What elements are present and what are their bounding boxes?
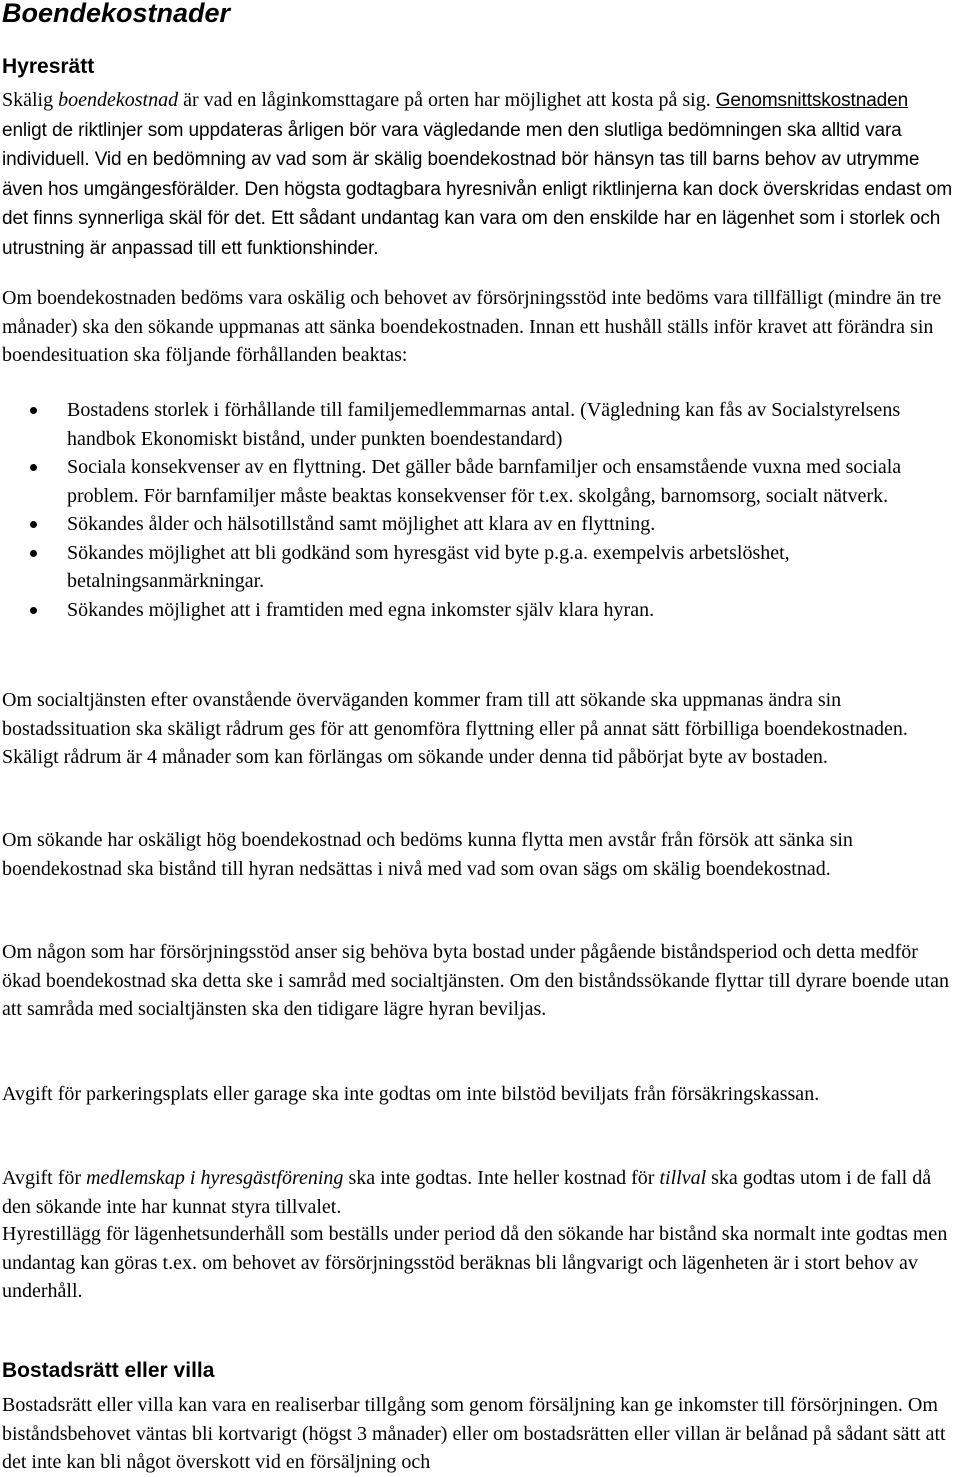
bullet-icon <box>30 407 37 414</box>
list-item: Sökandes möjlighet att bli godkänd som hyresgäst vid byte p.g.a. exempelvis arbetslöshet, betalningsanmärkningar. <box>2 539 954 596</box>
paragraph-nedsattning: Om sökande har oskäligt hög boendekostnad och bedöms kunna flytta men avstår från försök att sänka sin boendekostnad ska bistånd till hyran nedsättas i nivå med vad som ovan sägs om skälig boendekostnad. <box>2 829 853 880</box>
paragraph-hyrestillagg: Hyrestillägg för lägenhetsunderhåll som beställs under period då den sökande har bistånd ska normalt inte godtas men undantag kan göras t.ex. om behovet av försörjningsstöd beräknas bli långvarigt och lägenheten är i stort behov av underhåll. <box>2 1223 948 1302</box>
paragraph-bostadsratt-villa: Bostadsrätt eller villa kan vara en realiserbar tillgång som genom försäljning kan ge inkomster till försörjningen. Om biståndsbehovet väntas bli kortvarigt (högst 3 månader) eller om bostadsrätten eller villan är belånad på sådant sätt att det inte kan bli något överskott vid en försäljning och <box>2 1394 946 1473</box>
list-item: Sociala konsekvenser av en flyttning. Det gäller både barnfamiljer och ensamstående vuxna med sociala problem. För barnfamiljer måste beaktas konsekvenser för t.ex. skolgång, barnomsorg, socialt nätverk. <box>2 453 954 510</box>
bullet-icon <box>30 607 37 614</box>
link-genomsnittskostnaden[interactable]: Genomsnittskostnaden <box>715 90 909 111</box>
italic-term-boendekostnad: boendekostnad <box>58 89 179 111</box>
paragraph-parkering: Avgift för parkeringsplats eller garage ska inte godtas om inte bilstöd beviljats från försäkringskassan. <box>2 1083 820 1105</box>
section-heading-hyresratt: Hyresrätt <box>2 55 95 78</box>
list-item: Sökandes möjlighet att i framtiden med egna inkomster själv klara hyran. <box>2 596 954 625</box>
paragraph-skalig-boendekostnad: Skälig boendekostnad är vad en låginkomsttagare på orten har möjlighet att kosta på sig. Genomsnittskostnaden enligt de riktlinjer som uppdateras årligen bör vara vägledande men den slutliga bedömningen ska alltid vara individuell. Vid en bedömning av vad som är skälig boendekostnad bör hänsyn tas till barns behov av utrymme även hos umgängesförälder. Den högsta godtagbara hyresnivån enligt riktlinjerna kan dock överskridas endast om det finns synnerliga skäl för det. Ett sådant undantag kan vara om den enskilde har en lägenhet som i storlek och utrustning är anpassad till ett funktionshinder. <box>2 89 953 259</box>
paragraph-byte-bostad: Om någon som har försörjningsstöd anser sig behöva byta bostad under pågående biståndsperiod och detta medför ökad boendekostnad ska detta ske i samråd med socialtjänsten. Om den biståndssökande flyttar till dyrare boende utan att samråda med socialtjänsten ska den tidigare lägre hyran beviljas. <box>2 941 949 1020</box>
italic-term-tillval: tillval <box>659 1167 707 1189</box>
section-heading-bostadsratt: Bostadsrätt eller villa <box>2 1359 215 1382</box>
paragraph-radrum: Om socialtjänsten efter ovanstående överväganden kommer fram till att sökande ska uppmanas ändra sin bostadssituation ska skäligt rådrum ges för att genomföra flyttning eller på annat sätt förbilliga boendekostnaden. Skäligt rådrum är 4 månader som kan förlängas om sökande under denna tid påbörjat byte av bostaden. <box>2 689 908 768</box>
paragraph-oskalig-boendekostnad: Om boendekostnaden bedöms vara oskälig och behovet av försörjningsstöd inte bedöms vara tillfälligt (mindre än tre månader) ska den sökande uppmanas att sänka boendekostnaden. Innan ett hushåll ställs inför kravet att förändra sin boendesituation ska följande förhållanden beaktas: <box>2 287 942 366</box>
paragraph-medlemskap: Avgift för medlemskap i hyresgästförening ska inte godtas. Inte heller kostnad för tillval ska godtas utom i de fall då den sökande inte har kunnat styra tillvalet. <box>2 1167 932 1218</box>
list-item: Bostadens storlek i förhållande till familjemedlemmarnas antal. (Vägledning kan fås av Socialstyrelsens handbok Ekonomiskt bistånd, under punkten boendestandard) <box>2 396 954 453</box>
list-item: Sökandes ålder och hälsotillstånd samt möjlighet att klara av en flyttning. <box>2 510 954 539</box>
italic-term-medlemskap: medlemskap i hyresgästförening <box>86 1167 344 1189</box>
bullet-list-forhallanden <box>2 396 954 624</box>
bullet-icon <box>30 521 37 528</box>
page-title: Boendekostnader <box>2 0 231 28</box>
bullet-icon <box>30 464 37 471</box>
bullet-icon <box>30 550 37 557</box>
